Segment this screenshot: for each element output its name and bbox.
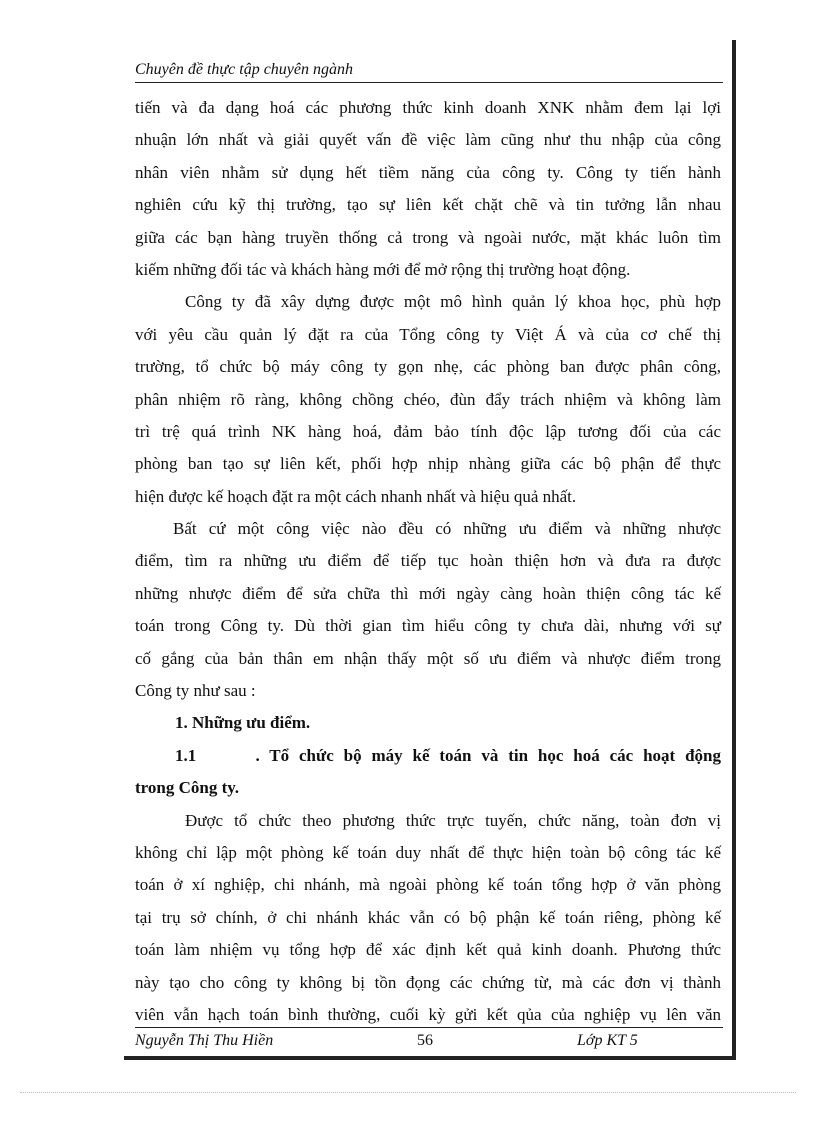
text-line: trì trệ quá trình NK hàng hoá, đảm bảo tính độc lập tương đối của các (135, 421, 721, 441)
subsection-heading-continued: trong Công ty. (135, 778, 240, 798)
paragraph-first-line: Bất cứ một công việc nào đều có những ưu điểm và những nhược (173, 519, 721, 539)
page-header (135, 60, 723, 83)
document-body (135, 92, 721, 1031)
page-footer (135, 1027, 723, 1054)
text-line: những nhược điểm để sửa chữa thì mới ngày càng hoàn thiện công tác kế (135, 583, 721, 603)
text-line: điểm, tìm ra những ưu điểm để tiếp tục hoàn thiện hơn và đưa ra được (135, 551, 721, 571)
page-bottom-divider (20, 1092, 796, 1093)
text-line: tiến và đa dạng hoá các phương thức kinh doanh XNK nhằm đem lại lợi (135, 98, 721, 117)
paragraph-first-line: Được tổ chức theo phương thức trực tuyến, chức năng, toàn đơn vị (185, 810, 721, 830)
text-line: này tạo cho công ty không bị tồn đọng các chứng từ, mà các đơn vị thành (135, 972, 721, 992)
footer-author: Nguyễn Thị Thu Hiền (135, 1032, 274, 1049)
text-line: tại trụ sở chính, ở chi nhánh khác vẫn có bộ phận kế toán riêng, phòng kế (135, 907, 721, 927)
text-line: phân nhiệm rõ ràng, không chồng chéo, đùn đẩy trách nhiệm và không làm (135, 389, 721, 409)
header-title: Chuyên đề thực tập chuyên ngành (135, 61, 353, 78)
text-line: giữa các bạn hàng truyền thống cả trong và ngoài nước, mặt khác luôn tìm (135, 227, 721, 247)
section-heading: 1. Những ưu điểm. (175, 713, 311, 733)
text-line: toán làm nhiệm vụ tổng hợp để xác định kết quả kinh doanh. Phương thức (135, 940, 721, 960)
text-line: với yêu cầu quản lý đặt ra của Tổng công ty Việt Á và của cơ chế thị (135, 324, 721, 344)
subsection-heading: 1.1 . Tổ chức bộ máy kế toán và tin học hoá các hoạt động (175, 745, 721, 765)
text-line: nghiên cứu kỹ thị trường, tạo sự liên kết chặt chẽ và tin tưởng lẫn nhau (135, 195, 721, 215)
paragraph-first-line: Công ty đã xây dựng được một mô hình quản lý khoa học, phù hợp (185, 292, 721, 312)
footer-class: Lớp KT 5 (577, 1032, 638, 1049)
text-line: toán ở xí nghiệp, chi nhánh, mà ngoài phòng kế toán tổng hợp ở văn phòng (135, 875, 721, 895)
text-line: trường, tổ chức bộ máy công ty gọn nhẹ, các phòng ban được phân công, (135, 357, 721, 377)
text-line: nhuận lớn nhất và giải quyết vấn đề việc làm cũng như thu nhập của công (135, 130, 721, 150)
text-line: toán trong Công ty. Dù thời gian tìm hiểu công ty chưa dài, nhưng với sự (135, 616, 721, 636)
text-line: không chỉ lập một phòng kế toán duy nhất để thực hiện toàn bộ công tác kế (135, 842, 721, 862)
text-line: Công ty như sau : (135, 681, 256, 701)
text-line: cố gắng của bản thân em nhận thấy một số ưu điểm và nhược điểm trong (135, 648, 721, 668)
page-number: 56 (417, 1032, 433, 1049)
text-line: phòng ban tạo sự liên kết, phối hợp nhịp nhàng giữa các bộ phận để thực (135, 454, 721, 474)
text-line: kiếm những đối tác và khách hàng mới để mở rộng thị trường hoạt động. (135, 259, 631, 279)
text-line: hiện được kế hoạch đặt ra một cách nhanh nhất và hiệu quả nhất. (135, 486, 577, 506)
text-line: viên vẫn hạch toán bình thường, cuối kỳ gửi kết qủa của nghiệp vụ lên văn (135, 1004, 721, 1024)
text-line: nhân viên nhằm sử dụng hết tiềm năng của công ty. Công ty tiến hành (135, 162, 721, 182)
